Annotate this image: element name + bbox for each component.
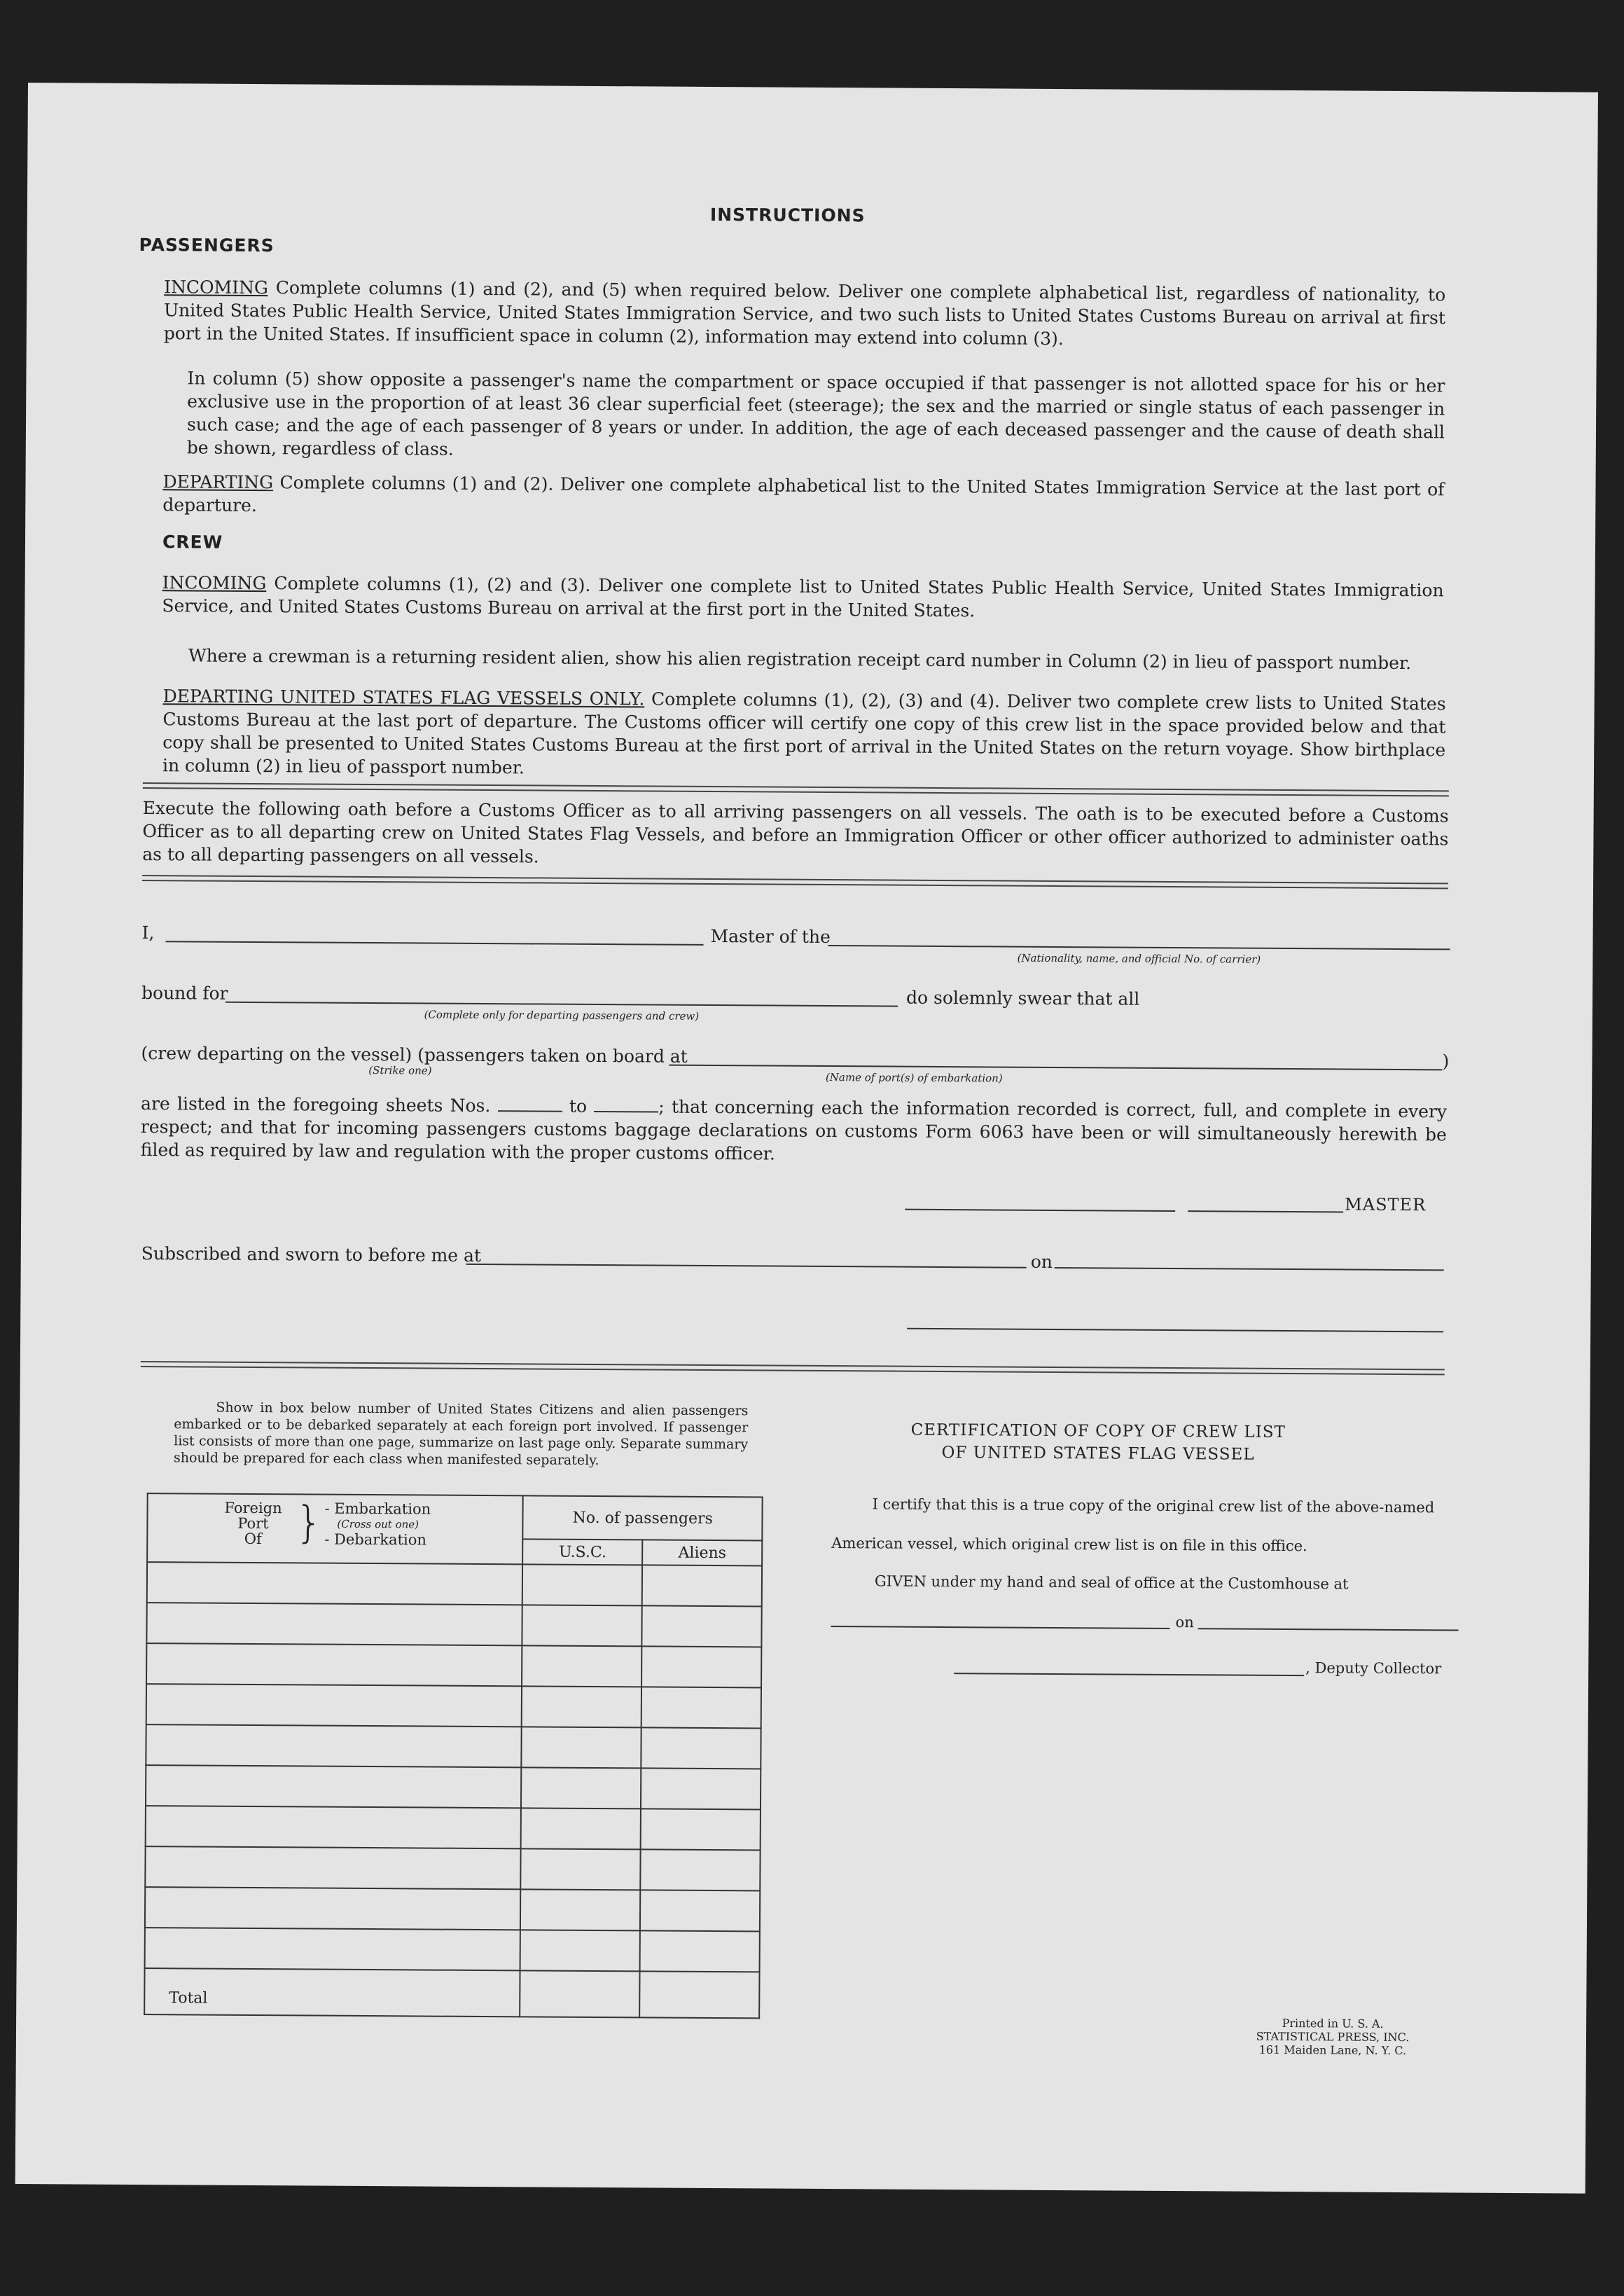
solemnly-swear: do solemnly swear that all xyxy=(905,987,1140,1009)
table-row xyxy=(146,1765,761,1809)
printer-imprint xyxy=(1207,2016,1459,2057)
port-cell[interactable] xyxy=(146,1765,522,1808)
american-vessel-text: American vessel, which original crew list is on file in this office. xyxy=(831,1535,1307,1555)
usc-cell[interactable] xyxy=(522,1605,642,1646)
crew-heading: CREW xyxy=(162,532,223,553)
aliens-cell[interactable] xyxy=(641,1727,761,1769)
double-rule xyxy=(141,1361,1445,1375)
aliens-total-cell[interactable] xyxy=(639,1971,759,2018)
listed-paragraph xyxy=(141,1092,1448,1169)
port-cell[interactable] xyxy=(145,1887,521,1930)
table-row xyxy=(146,1724,761,1769)
oath-i-label: I, xyxy=(141,922,155,943)
master-label: MASTER xyxy=(1345,1194,1427,1215)
table-row xyxy=(146,1806,761,1850)
embarkation-caption: (Name of port(s) of embarkation) xyxy=(825,1070,1003,1085)
aliens-cell[interactable] xyxy=(640,1890,760,1931)
port-cell[interactable] xyxy=(146,1806,522,1848)
crew-incoming-label: INCOMING xyxy=(162,572,267,594)
foreign-label: Foreign xyxy=(224,1499,282,1517)
usc-cell[interactable] xyxy=(522,1564,642,1605)
bound-for-field[interactable] xyxy=(225,1002,898,1007)
double-rule xyxy=(142,875,1448,889)
foreign-port-header xyxy=(147,1493,523,1564)
sworn-on-label: on xyxy=(1030,1251,1053,1272)
table-row xyxy=(146,1643,761,1687)
passengers-incoming-label: INCOMING xyxy=(164,277,269,298)
crew-departing-label: DEPARTING UNITED STATES FLAG VESSELS ONLY. xyxy=(162,686,645,710)
certification-title xyxy=(832,1418,1364,1467)
table-row xyxy=(146,1603,761,1647)
passengers-incoming-text: Complete columns (1) and (2), and (5) when required below. Deliver one complete alphabetical list, regardless of nationality, to United States Public Health Service, United States Immigration Service, and two such lists to United States Customs Bureau on arrival at first port in the United States. If insufficient space in column (2), information may extend into column (3). xyxy=(163,277,1446,350)
port-cell[interactable] xyxy=(146,1643,522,1686)
total-row xyxy=(144,1968,759,2018)
master-name-field[interactable] xyxy=(166,941,704,946)
master-of-label: Master of the xyxy=(710,925,831,948)
form-sheet xyxy=(15,83,1598,2194)
officer-signature-field[interactable] xyxy=(907,1328,1443,1333)
port-cell[interactable] xyxy=(145,1928,521,1970)
no-of-passengers-header: No. of passengers xyxy=(523,1495,763,1540)
passengers-departing-paragraph xyxy=(162,470,1444,524)
certification-on-label: on xyxy=(1175,1614,1194,1631)
summary-instruction: Show in box below number of United States Citizens and alien passengers embarked or to be debarked separately at each foreign port involved. If passenger list consists of more than one page, summarize on last page only. Separate summary should be prepared for each class when manifested separately. xyxy=(173,1399,749,1469)
instructions-title: INSTRUCTIONS xyxy=(709,204,866,226)
given-text: GIVEN under my hand and seal of office at the Customhouse at xyxy=(874,1572,1349,1593)
carrier-caption: (Nationality, name, and official No. of carrier) xyxy=(1017,951,1261,966)
table-row xyxy=(147,1562,762,1606)
master-signature-field-2[interactable] xyxy=(1188,1210,1343,1212)
bound-for-label: bound for xyxy=(141,983,228,1004)
aliens-cell[interactable] xyxy=(640,1930,760,1972)
certify-text: I certify that this is a true copy of the original crew list of the above-named xyxy=(872,1495,1435,1516)
certification-title-line1: CERTIFICATION OF COPY OF CREW LIST xyxy=(910,1420,1286,1442)
crew-departing-paragraph xyxy=(162,684,1446,784)
table-row xyxy=(145,1887,760,1931)
aliens-cell[interactable] xyxy=(642,1605,762,1647)
aliens-cell[interactable] xyxy=(641,1768,761,1809)
port-cell[interactable] xyxy=(146,1724,522,1767)
port-label: Port xyxy=(237,1514,269,1533)
debarkation-option[interactable]: - Debarkation xyxy=(324,1530,426,1549)
usc-cell[interactable] xyxy=(520,1889,640,1930)
aliens-cell[interactable] xyxy=(640,1849,760,1890)
column5-paragraph: In column (5) show opposite a passenger's name the compartment or space occupied if that passenger is not allotted space for his or her exclusive use in the proportion of at least 36 clear superficial feet (steerage); the sex and the married or single status of each passenger in such case; and the age of each passenger of 8 years or under. In addition, the age of each deceased passenger and the cause of death shall be shown, regardless of class. xyxy=(186,368,1445,459)
embarkation-port-field[interactable] xyxy=(669,1065,1442,1071)
usc-cell[interactable] xyxy=(521,1808,641,1849)
certification-date-field[interactable] xyxy=(1198,1628,1459,1631)
crew-departing-option: (crew departing on the vessel) (passengers taken on board at xyxy=(141,1043,688,1067)
subscribed-label: Subscribed and sworn to before me at xyxy=(141,1243,482,1266)
carrier-field[interactable] xyxy=(828,945,1450,950)
master-signature-field[interactable] xyxy=(905,1209,1175,1212)
usc-cell[interactable] xyxy=(522,1686,641,1727)
printer-line3: 161 Maiden Lane, N. Y. C. xyxy=(1258,2042,1407,2058)
deputy-collector-label: , Deputy Collector xyxy=(1305,1659,1442,1678)
passengers-heading: PASSENGERS xyxy=(139,234,275,256)
double-rule xyxy=(143,782,1449,796)
passenger-summary-table xyxy=(144,1493,763,2019)
printer-line1: Printed in U. S. A. xyxy=(1282,2016,1384,2031)
embarkation-option[interactable]: - Embarkation xyxy=(324,1500,431,1518)
oath-intro: Execute the following oath before a Customs Officer as to all arriving passengers on all vessels. The oath is to be executed before a Customs Officer as to all departing crew on United States Flag Vessels, and before an Immigration Officer or other officer authorized to administer oaths as to all departing passengers on all vessels. xyxy=(142,798,1449,867)
port-cell[interactable] xyxy=(147,1562,523,1605)
total-label: Total xyxy=(144,1968,520,2017)
listed-text-b: ; that concerning each the information recorded is correct, full, and complete in every respect; and that for incoming passengers customs baggage declarations on customs Form 6063 have been or will simultaneously herewith be filed as required by law and regulation with the proper customs officer. xyxy=(140,1096,1448,1164)
port-cell[interactable] xyxy=(146,1684,522,1727)
resident-alien-paragraph: Where a crewman is a returning resident alien, show his alien registration receipt card number in Column (2) in lieu of passport number. xyxy=(188,645,1412,674)
aliens-header: Aliens xyxy=(642,1540,762,1565)
certification-title-line2: OF UNITED STATES FLAG VESSEL xyxy=(941,1444,1255,1464)
usc-cell[interactable] xyxy=(522,1727,641,1768)
usc-cell[interactable] xyxy=(520,1930,640,1971)
bound-for-caption: (Complete only for departing passengers and crew) xyxy=(424,1008,700,1023)
sheet-from-field[interactable] xyxy=(498,1110,562,1112)
passengers-departing-label: DEPARTING xyxy=(162,471,274,493)
table-row xyxy=(146,1684,761,1728)
aliens-cell[interactable] xyxy=(641,1646,761,1687)
aliens-cell[interactable] xyxy=(641,1809,761,1850)
crew-incoming-paragraph xyxy=(162,571,1443,625)
sworn-date-field[interactable] xyxy=(1055,1267,1444,1271)
usc-cell[interactable] xyxy=(522,1645,641,1687)
usc-cell[interactable] xyxy=(521,1848,641,1890)
close-paren: ) xyxy=(1442,1051,1450,1072)
usc-total-cell[interactable] xyxy=(520,1970,640,2017)
table-row xyxy=(145,1928,760,1972)
printer-line2: STATISTICAL PRESS, INC. xyxy=(1256,2029,1410,2045)
brace-icon: } xyxy=(295,1496,324,1548)
passengers-departing-text: Complete columns (1) and (2). Deliver one complete alphabetical list to the United States Immigration Service at the last port of departure. xyxy=(162,472,1445,516)
cross-out-caption: (Cross out one) xyxy=(337,1517,419,1531)
sheet-to-field[interactable] xyxy=(594,1111,658,1113)
usc-header: U.S.C. xyxy=(523,1539,643,1565)
crew-incoming-text: Complete columns (1), (2) and (3). Deliver one complete list to United States Public Health Service, United States Immigration Service, and United States Customs Bureau on arrival at the first port in the United States. xyxy=(162,573,1444,621)
listed-to: to xyxy=(569,1095,588,1116)
strike-one-caption: (Strike one) xyxy=(368,1063,432,1077)
aliens-cell[interactable] xyxy=(641,1687,761,1728)
usc-cell[interactable] xyxy=(521,1767,641,1809)
of-label: Of xyxy=(244,1530,262,1548)
table-row xyxy=(145,1846,760,1890)
aliens-cell[interactable] xyxy=(642,1565,762,1606)
sworn-at-field[interactable] xyxy=(466,1264,1027,1268)
deputy-signature-field[interactable] xyxy=(954,1673,1304,1676)
port-cell[interactable] xyxy=(145,1846,521,1889)
customhouse-field[interactable] xyxy=(831,1626,1170,1629)
passengers-incoming-paragraph xyxy=(164,275,1446,352)
port-cell[interactable] xyxy=(146,1603,522,1645)
crew-departing-text: Complete columns (1), (2), (3) and (4). Deliver two complete crew lists to United States Customs Bureau at the last port of departure. The Customs officer will certify one copy of this crew list in the space provided below and that copy shall be presented to United States Customs Bureau at the first port of arrival in the United States on the return voyage. Show birthplace in column (2) in lieu of passport number. xyxy=(162,689,1446,778)
listed-text-a: are listed in the foregoing sheets Nos. xyxy=(141,1093,491,1116)
